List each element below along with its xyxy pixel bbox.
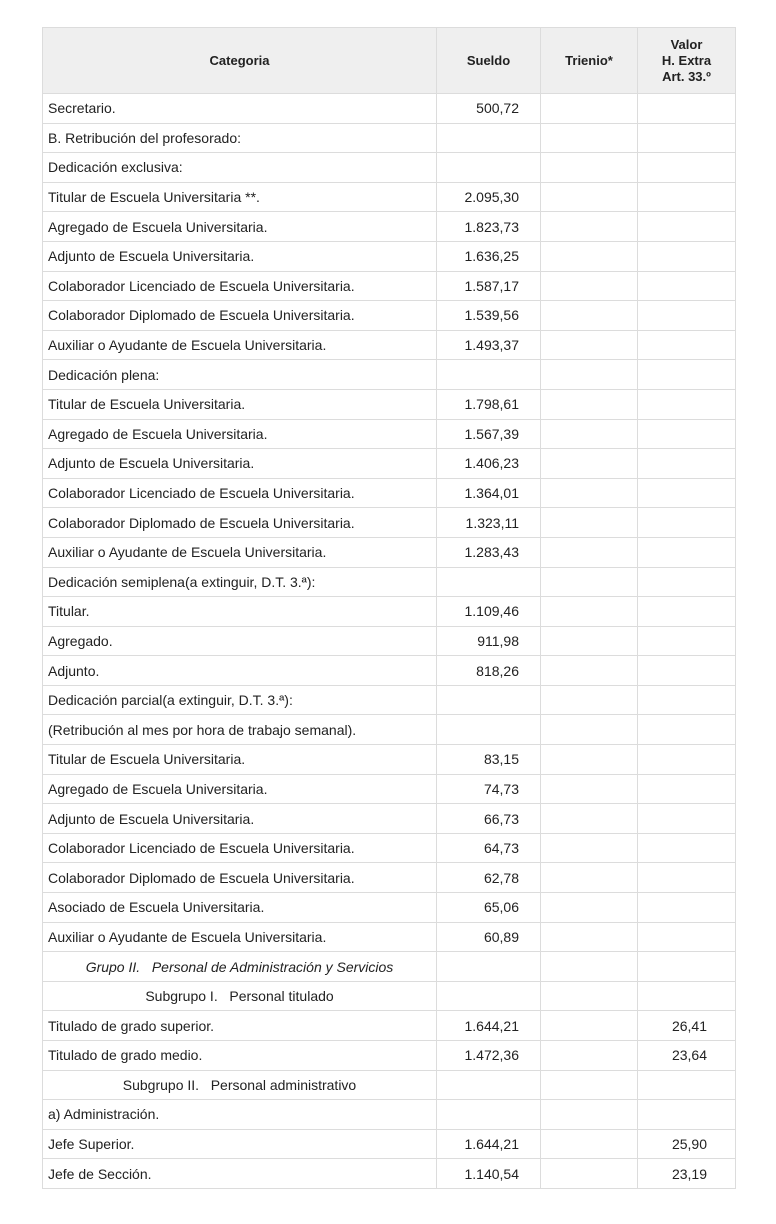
cell-valor [638,241,736,271]
cell-categoria: Jefe Superior. [43,1129,437,1159]
cell-sueldo: 66,73 [437,804,541,834]
cell-trienio [541,597,638,627]
cell-categoria: Dedicación exclusiva: [43,153,437,183]
cell-trienio [541,419,638,449]
cell-sueldo: 1.587,17 [437,271,541,301]
cell-categoria: Dedicación plena: [43,360,437,390]
cell-sueldo: 1.493,37 [437,330,541,360]
cell-sueldo: 62,78 [437,863,541,893]
cell-valor: 26,41 [638,1011,736,1041]
cell-sueldo: 1.636,25 [437,241,541,271]
cell-valor [638,271,736,301]
table-row [43,1129,736,1159]
table-row [43,774,736,804]
table-row [43,685,736,715]
cell-valor [638,685,736,715]
cell-categoria: Subgrupo I. Personal titulado [43,981,437,1011]
cell-categoria: Titular de Escuela Universitaria. [43,745,437,775]
cell-trienio [541,537,638,567]
cell-trienio [541,1159,638,1189]
cell-trienio [541,1041,638,1071]
cell-sueldo: 1.109,46 [437,597,541,627]
cell-valor [638,1100,736,1130]
table-row [43,981,736,1011]
cell-sueldo: 1.798,61 [437,389,541,419]
table-row [43,893,736,923]
cell-valor [638,597,736,627]
cell-sueldo: 1.364,01 [437,478,541,508]
table-body [43,94,736,1189]
header-trienio: Trienio* [541,28,638,94]
cell-categoria: Colaborador Licenciado de Escuela Universitaria. [43,271,437,301]
table-row [43,804,736,834]
cell-trienio [541,1129,638,1159]
cell-sueldo [437,685,541,715]
cell-sueldo: 64,73 [437,833,541,863]
cell-categoria: Auxiliar o Ayudante de Escuela Universitaria. [43,330,437,360]
cell-sueldo: 1.323,11 [437,508,541,538]
table-row [43,537,736,567]
cell-categoria: Colaborador Licenciado de Escuela Universitaria. [43,833,437,863]
cell-valor [638,419,736,449]
cell-valor: 23,64 [638,1041,736,1071]
cell-trienio [541,153,638,183]
cell-trienio [541,301,638,331]
table-row [43,1159,736,1189]
table-row [43,1011,736,1041]
cell-categoria: Adjunto de Escuela Universitaria. [43,804,437,834]
cell-trienio [541,94,638,124]
cell-categoria: Adjunto de Escuela Universitaria. [43,241,437,271]
table-row [43,567,736,597]
salary-table [42,27,736,1189]
cell-trienio [541,685,638,715]
cell-sueldo: 1.539,56 [437,301,541,331]
cell-valor [638,774,736,804]
header-sueldo: Sueldo [437,28,541,94]
cell-trienio [541,1070,638,1100]
cell-trienio [541,212,638,242]
cell-trienio [541,449,638,479]
cell-sueldo: 74,73 [437,774,541,804]
table-row [43,182,736,212]
cell-sueldo [437,360,541,390]
cell-categoria: Agregado de Escuela Universitaria. [43,212,437,242]
cell-sueldo: 1.283,43 [437,537,541,567]
cell-trienio [541,804,638,834]
cell-trienio [541,567,638,597]
cell-trienio [541,389,638,419]
cell-sueldo: 911,98 [437,626,541,656]
cell-trienio [541,774,638,804]
cell-categoria: Colaborador Diplomado de Escuela Universitaria. [43,301,437,331]
cell-categoria: Colaborador Diplomado de Escuela Universitaria. [43,508,437,538]
cell-trienio [541,863,638,893]
table-row [43,389,736,419]
table-row [43,715,736,745]
cell-valor [638,123,736,153]
cell-sueldo: 500,72 [437,94,541,124]
cell-categoria: Titulado de grado medio. [43,1041,437,1071]
cell-trienio [541,123,638,153]
cell-sueldo [437,952,541,982]
cell-valor [638,301,736,331]
cell-sueldo [437,1100,541,1130]
cell-valor [638,182,736,212]
cell-valor [638,389,736,419]
table-row [43,1070,736,1100]
table-row [43,478,736,508]
cell-trienio [541,360,638,390]
cell-sueldo [437,981,541,1011]
cell-sueldo: 1.644,21 [437,1011,541,1041]
cell-categoria: Asociado de Escuela Universitaria. [43,893,437,923]
table-row [43,212,736,242]
cell-categoria: Colaborador Diplomado de Escuela Universitaria. [43,863,437,893]
table-row [43,626,736,656]
table-row [43,123,736,153]
cell-categoria: a) Administración. [43,1100,437,1130]
cell-categoria: (Retribución al mes por hora de trabajo semanal). [43,715,437,745]
table-row [43,94,736,124]
table-row [43,301,736,331]
table-header-row [43,28,736,94]
cell-valor [638,804,736,834]
cell-valor [638,745,736,775]
table-row [43,656,736,686]
table-row [43,241,736,271]
table-row [43,508,736,538]
cell-sueldo: 1.644,21 [437,1129,541,1159]
cell-valor [638,567,736,597]
cell-trienio [541,981,638,1011]
table-row [43,833,736,863]
cell-trienio [541,715,638,745]
cell-valor [638,833,736,863]
cell-valor [638,94,736,124]
cell-sueldo [437,1070,541,1100]
cell-categoria: Titular. [43,597,437,627]
cell-valor [638,212,736,242]
cell-sueldo: 818,26 [437,656,541,686]
cell-valor [638,508,736,538]
cell-sueldo: 1.140,54 [437,1159,541,1189]
header-valor [638,28,736,94]
table-row [43,360,736,390]
cell-categoria: Grupo II. Personal de Administración y Servicios [43,952,437,982]
header-valor-line3: Art. 33.º [662,68,711,84]
cell-valor [638,863,736,893]
cell-categoria: Agregado. [43,626,437,656]
cell-trienio [541,478,638,508]
cell-valor [638,360,736,390]
cell-categoria: Auxiliar o Ayudante de Escuela Universitaria. [43,922,437,952]
cell-trienio [541,626,638,656]
cell-trienio [541,833,638,863]
table-row [43,419,736,449]
table-row [43,271,736,301]
cell-categoria: Secretario. [43,94,437,124]
cell-sueldo: 1.823,73 [437,212,541,242]
cell-trienio [541,271,638,301]
cell-valor [638,922,736,952]
cell-valor [638,449,736,479]
cell-trienio [541,1011,638,1041]
cell-valor [638,537,736,567]
cell-categoria: Auxiliar o Ayudante de Escuela Universitaria. [43,537,437,567]
cell-trienio [541,241,638,271]
cell-categoria: Dedicación semiplena(a extinguir, D.T. 3.ª): [43,567,437,597]
cell-categoria: Agregado de Escuela Universitaria. [43,419,437,449]
cell-valor [638,330,736,360]
cell-categoria: Dedicación parcial(a extinguir, D.T. 3.ª): [43,685,437,715]
cell-sueldo [437,715,541,745]
table-row [43,745,736,775]
cell-valor [638,952,736,982]
cell-categoria: Titular de Escuela Universitaria. [43,389,437,419]
cell-trienio [541,182,638,212]
table-row [43,449,736,479]
cell-sueldo: 65,06 [437,893,541,923]
cell-valor [638,656,736,686]
cell-valor [638,893,736,923]
cell-sueldo [437,567,541,597]
cell-sueldo [437,153,541,183]
table-row [43,1041,736,1071]
table-row [43,863,736,893]
cell-trienio [541,508,638,538]
cell-trienio [541,922,638,952]
table-row [43,952,736,982]
cell-categoria: Titular de Escuela Universitaria **. [43,182,437,212]
cell-categoria: Colaborador Licenciado de Escuela Universitaria. [43,478,437,508]
cell-valor [638,153,736,183]
cell-trienio [541,1100,638,1130]
header-valor-line1: Valor [670,36,703,52]
cell-sueldo: 1.567,39 [437,419,541,449]
cell-valor [638,981,736,1011]
cell-sueldo: 2.095,30 [437,182,541,212]
cell-trienio [541,330,638,360]
cell-sueldo: 1.472,36 [437,1041,541,1071]
cell-sueldo [437,123,541,153]
cell-categoria: Subgrupo II. Personal administrativo [43,1070,437,1100]
cell-sueldo: 1.406,23 [437,449,541,479]
table-row [43,153,736,183]
cell-categoria: Adjunto. [43,656,437,686]
cell-sueldo: 60,89 [437,922,541,952]
cell-trienio [541,893,638,923]
cell-categoria: Titulado de grado superior. [43,1011,437,1041]
cell-valor [638,626,736,656]
cell-valor [638,478,736,508]
cell-valor [638,715,736,745]
table-row [43,922,736,952]
cell-valor [638,1070,736,1100]
cell-categoria: Jefe de Sección. [43,1159,437,1189]
cell-categoria: Adjunto de Escuela Universitaria. [43,449,437,479]
header-valor-line2: H. Extra [661,52,712,68]
table-row [43,1100,736,1130]
cell-trienio [541,952,638,982]
cell-trienio [541,745,638,775]
header-categoria: Categoria [43,28,437,94]
table-row [43,330,736,360]
cell-valor: 23,19 [638,1159,736,1189]
cell-valor: 25,90 [638,1129,736,1159]
cell-sueldo: 83,15 [437,745,541,775]
cell-categoria: B. Retribución del profesorado: [43,123,437,153]
cell-trienio [541,656,638,686]
table-row [43,597,736,627]
cell-categoria: Agregado de Escuela Universitaria. [43,774,437,804]
